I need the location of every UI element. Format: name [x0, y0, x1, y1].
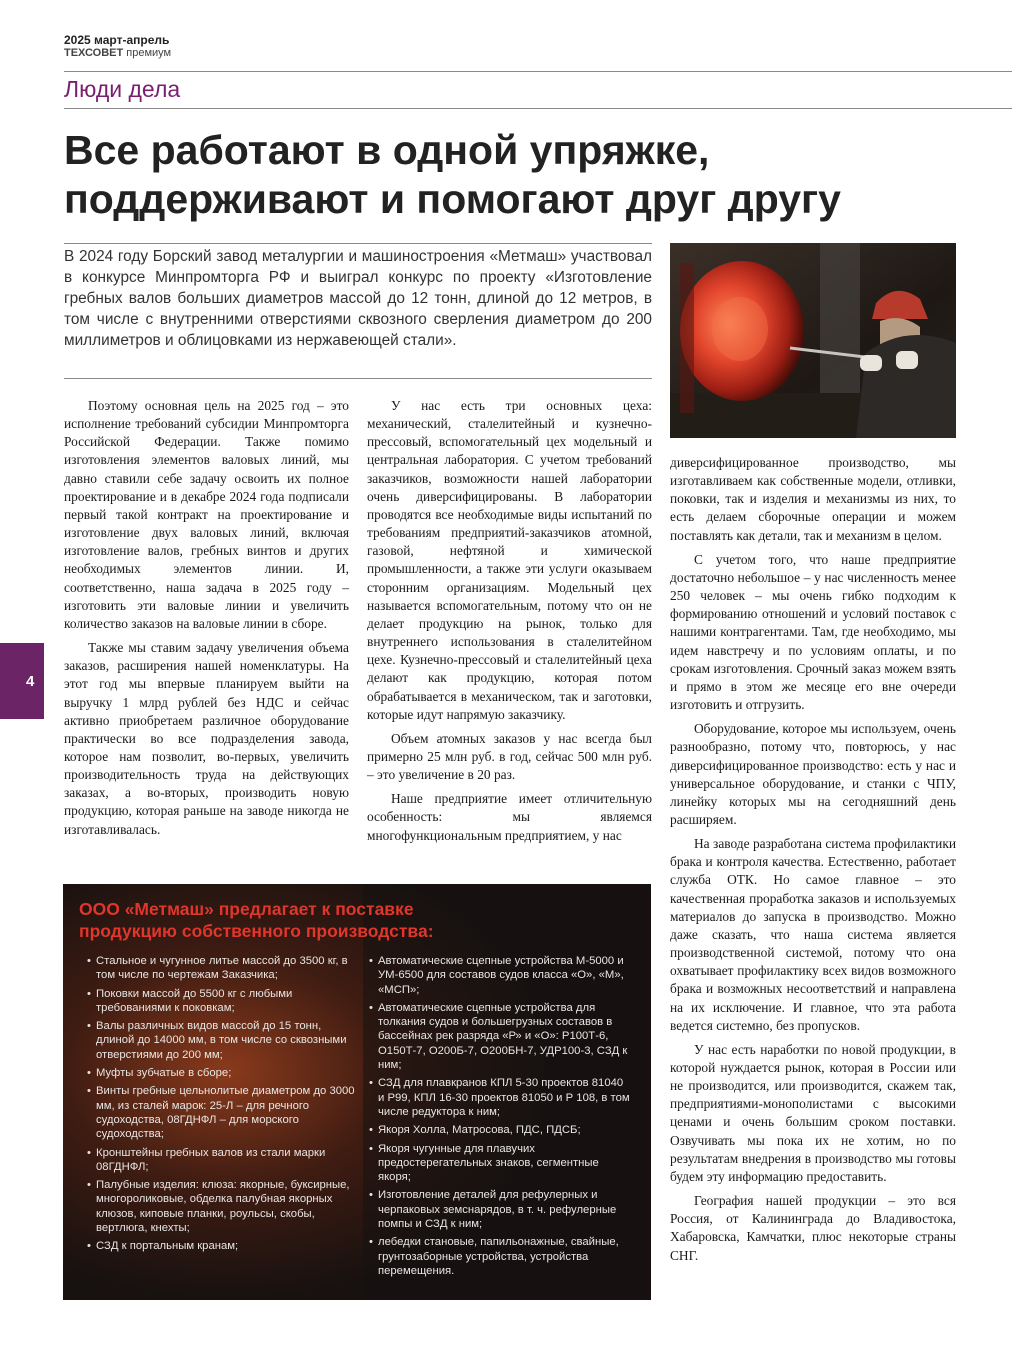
issue-date: 2025 март-апрель	[64, 33, 170, 47]
list-item: • Муфты зубчатые в сборе;	[87, 1066, 359, 1080]
list-item: • СЗД к портальным кранам;	[87, 1239, 359, 1253]
forging-photo-icon	[670, 243, 956, 438]
paragraph: Поэтому основная цель на 2025 год – это исполнение требований субсидии Минпромторга Российской Федерации. Также помимо изготовления элементов валовых линий, мы давно ставили себе задачу освоить их полное проектирование и в декабре 2024 года подписали первый такой контракт на проектирование и изготовление двух валовых линий, включая изготовление валов, гребных винтов и других необходимых элементов линии. И, соответственно, наша задача в 2025 году – изготовить эти валовые линии и увеличить количество заказов на валовые линии в сборе.	[64, 398, 349, 631]
paragraph: Наше предприятие имеет отличительную особенность: мы являемся многофункциональным предприятием, у нас	[367, 791, 652, 843]
list-item: • Якоря Холла, Матросова, ПДС, ПДСБ;	[369, 1123, 631, 1137]
list-item: • лебедки становые, папильонажные, свайные, грунтозаборные устройства, устройства перемещения.	[369, 1235, 631, 1278]
page-number: 4	[26, 673, 35, 690]
paragraph: Объем атомных заказов у нас всегда был примерно 25 млн руб. в год, сейчас 500 млн руб. – это увеличение в 20 раз.	[367, 730, 652, 783]
page-number-tab	[0, 643, 44, 719]
paragraph: У нас есть три основных цеха: механический, сталелитейный и кузнечно-прессовый, вспомогательный цех модельный и центральная лаборатория. С учетом требований заказчиков, возможности нашей лаборатории очень диверсифицированы. В лаборатории проводятся все необходимые виды испытаний по требованиям предприятий-заказчиков атомной, газовой, нефтяной и химической промышленности, а также эти услуги оказываем сторонним организациям. Модельный цех называется вспомогательным, потому что он не делает продукцию на рынок, только для внутреннего использования в сталелитейном цехе. Кузнечно-прессовый и сталелитейный цеха делают как продукцию, которая потом обрабатывается в механическом, так и заготовки, которые идут напрямую заказчику.	[367, 398, 652, 722]
list-item: • Якоря чугунные для плавучих предостерегательных знаков, сегментные якоря;	[369, 1142, 631, 1185]
article-title: Все работают в одной упряжке, поддерживают и помогают друг другу	[64, 127, 841, 222]
article-lead: В 2024 году Борский завод металургии и машиностроения «Метмаш» участвовал в конкурсе Минпромторга РФ и выиграл конкурс по проекту «Изготовление гребных валов больших диаметров массой до 12 тонн, длиной до 12 метров, в том числе с внутренними отверстиями сквозного сверления диаметром до 200 миллиметров и облицовками из нержавеющей стали».	[64, 248, 652, 349]
paragraph: С учетом того, что наше предприятие достаточно небольшое – у нас численность менее 250 человек – мы очень гибко подходим к формированию отношений и условий поставок с нашими контрагентами. Там, где необходимо, мы идем навстречу и по условиям оплаты, и по срокам изготовления. Срочный заказ можем взять и прямо в этом же месяце его вне очереди изготовить и отгрузить.	[670, 551, 956, 713]
list-item: • Винты гребные цельнолитые диаметром до 3000 мм, из сталей марок: 25-Л – для речного судоходства, 08ГДНФЛ – для морского судоходства;	[87, 1084, 359, 1141]
promo-list-right	[369, 954, 631, 1282]
paragraph: Также мы ставим задачу увеличения объема заказов, расширения нашей номенклатуры. На этот год мы впервые планируем выйти на выручку 1 млрд рублей без НДС и сейчас активно приобретаем различное оборудование практически во все подразделения завода, которое нам позволит, во-первых, увеличить производительность труда на действующих заказах, а во-вторых, производить новую продукцию, которая раньше на заводе никогда не изготавливалась.	[64, 640, 349, 837]
header-rule	[64, 71, 1012, 72]
list-item: • Стальное и чугунное литье массой до 3500 кг, в том числе по чертежам Заказчика;	[87, 954, 359, 983]
paragraph: У нас есть наработки по новой продукции, в которой нуждается рынок, которая в России или не производится, или производится, скажем так, предприятиями-монополистами с высокими ценами и очень большим сроком поставки. Озвучивать мы пока их не хотим, но по результатам внедрения в производство мы готовы будем эту информацию предоставить.	[670, 1041, 956, 1184]
list-item: • Поковки массой до 5500 кг с любыми требованиями к поковкам;	[87, 987, 359, 1016]
list-item: • Кронштейны гребных валов из стали марки 08ГДНФЛ;	[87, 1146, 359, 1175]
list-item: • Автоматические сцепные устройства М-5000 и УМ-6500 для составов судов класса «О», «М», «МСП»;	[369, 954, 631, 997]
paragraph: Оборудование, которое мы используем, очень разнообразно, потому что, повторюсь, у нас диверсифицированное производство: есть у нас и универсальное оборудование, и станки с ЧПУ, линейку которых мы на сегодняшний день расширяем.	[670, 721, 956, 827]
magazine-name	[64, 47, 171, 59]
promo-box	[63, 884, 651, 1300]
lead-rule-top	[64, 243, 652, 244]
magazine-edition: премиум	[126, 47, 172, 59]
magazine-title: ТЕХСОВЕТ	[64, 47, 124, 59]
paragraph: География нашей продукции – это вся Россия, от Калининграда до Владивостока, Хабаровска, Камчатки, плюс некоторые страны СНГ.	[670, 1193, 956, 1263]
article-column-2	[367, 397, 652, 845]
section-rule	[64, 108, 1012, 109]
list-item: • Валы различных видов массой до 15 тонн, длиной до 14000 мм, в том числе со сквозными отверстиями до 200 мм;	[87, 1019, 359, 1062]
list-item: • СЗД для плавкранов КПЛ 5-30 проектов 81040 и Р99, КПЛ 16-30 проектов 81050 и Р 108, в том числе редуктора к ним;	[369, 1076, 631, 1119]
list-item: • Автоматические сцепные устройства для толкания судов и большегрузных составов в бассейнах рек разряда «Р» и «О»: Р100Т-6, О150Т-7, О200Б-7, О200БН-7, УДР100-3, СЗД к ним;	[369, 1001, 631, 1072]
section-label: Люди дела	[64, 76, 181, 102]
article-column-1	[64, 397, 349, 839]
lead-rule-bottom	[64, 378, 652, 379]
list-item: • Палубные изделия: клюза: якорные, буксирные, многороликовые, обделка палубная якорных клюзов, киповые планки, роульсы, скобы, вертлюга, кнехты;	[87, 1178, 359, 1235]
promo-list-left	[87, 954, 359, 1258]
forging-photo	[670, 243, 956, 438]
list-item: • Изготовление деталей для рефулерных и черпаковых земснарядов, в т. ч. рефулерные помпы и СЗД к ним;	[369, 1188, 631, 1231]
promo-title: ООО «Метмаш» предлагает к поставке продукцию собственного производства:	[79, 899, 434, 941]
paragraph: На заводе разработана система профилактики брака и контроля качества. Естественно, работает служба ОТК. Но самое главное – это качественная проработка заказов и используемых материалов до запуска в производство. Можно даже сказать, что наша система является производственной системой, потому что она охватывает профилактику всех видов возможного брака и возможных несоответствий и направлена на их исключение. И главное, что эта работа ведется системно, без пропусков.	[670, 836, 956, 1033]
paragraph: диверсифицированное производство, мы изготавливаем как собственные модели, отливки, поковки, так и изделия и механизмы из них, то есть делаем сборочные операции и можем поставлять как детали, так и механизм в целом.	[670, 455, 956, 543]
article-column-3	[670, 454, 956, 1265]
